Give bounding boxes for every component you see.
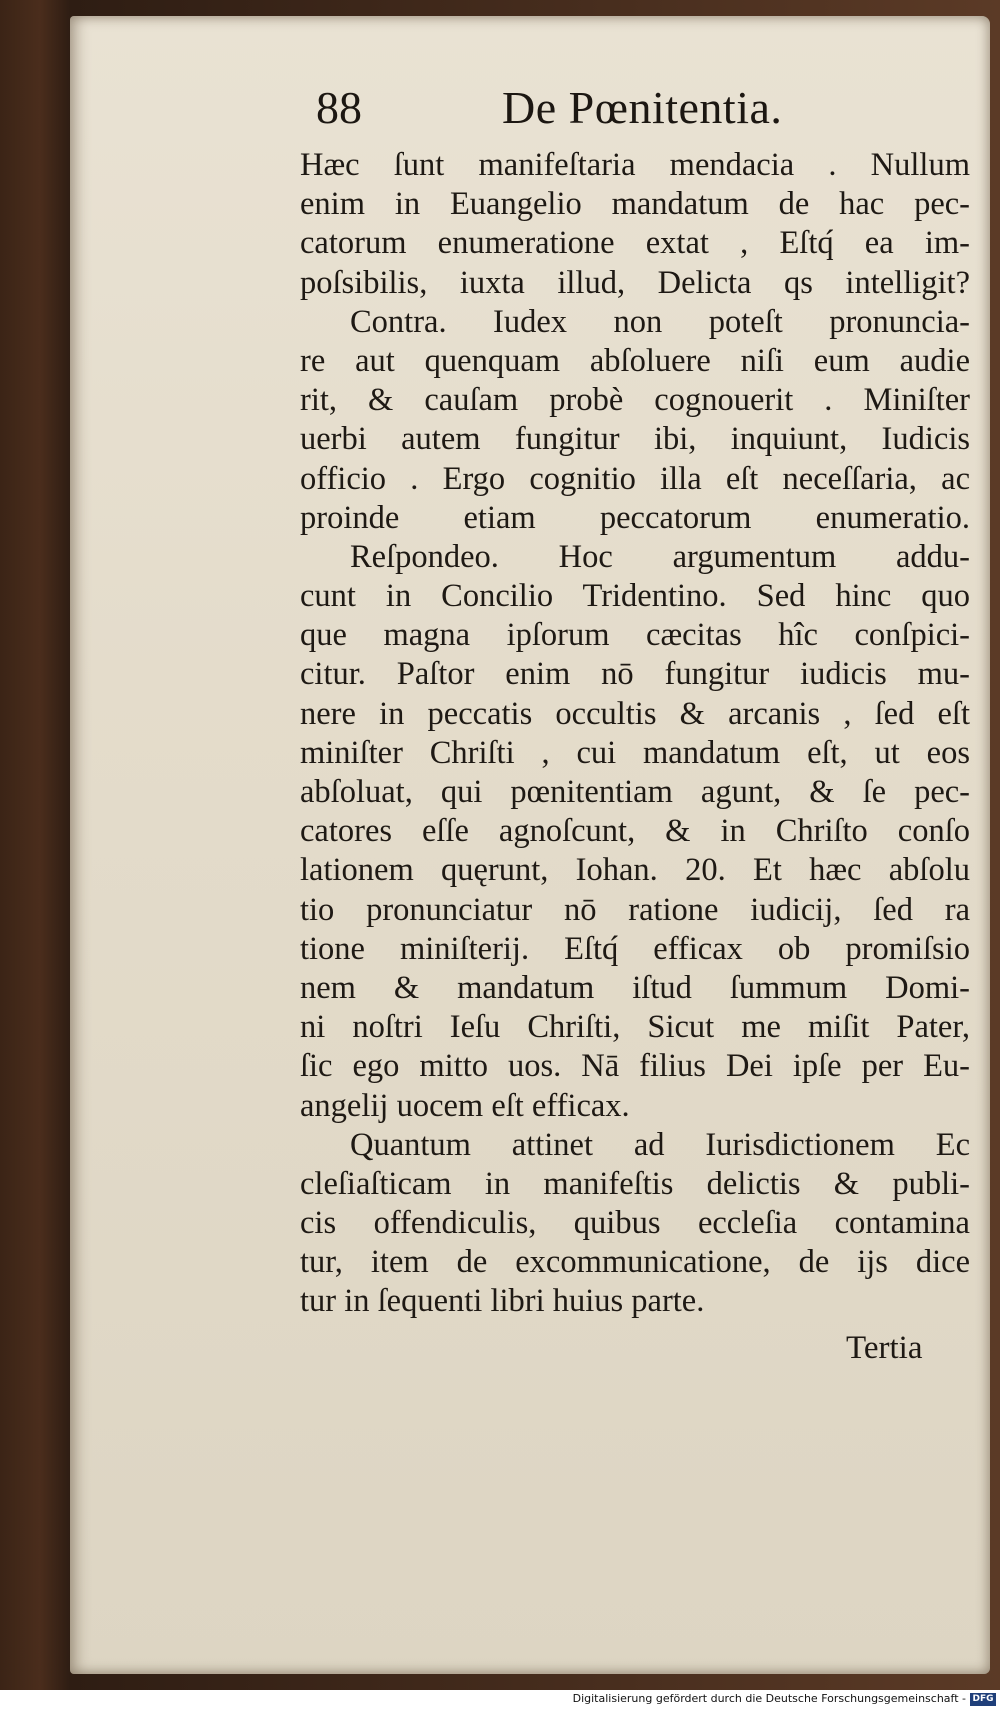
text-line: catorum enumeratione extat , Eſtq́ ea im- <box>300 225 970 262</box>
funding-credit: Digitalisierung gefördert durch die Deutsche Forschungsgemeinschaft - <box>572 1692 966 1705</box>
running-title: De Pœnitentia. <box>502 82 783 133</box>
text-line: miniſter Chriſti , cui mandatum eſt, ut eos <box>300 734 970 771</box>
body-text <box>300 146 970 1322</box>
text-line: tione miniſterij. Eſtq́ efficax ob promiſsio <box>300 930 970 967</box>
text-line: re aut quenquam abſoluere niſi eum audie <box>300 342 970 379</box>
text-line: ni noſtri Ieſu Chriſti, Sicut me miſit Pater, <box>300 1009 970 1046</box>
text-line: enim in Euangelio mandatum de hac pec- <box>300 186 970 223</box>
page-number: 88 <box>316 82 362 133</box>
text-line: tur in ſequenti libri huius parte. <box>300 1283 705 1320</box>
text-line: lationem quęrunt, Iohan. 20. Et hæc abſolu <box>300 852 970 889</box>
text-line: que magna ipſorum cæcitas hîc conſpici- <box>300 617 970 654</box>
page-header <box>316 78 836 148</box>
text-line: tio pronunciatur nō ratione iudicij, ſed ra <box>300 891 970 928</box>
text-line: Quantum attinet ad Iurisdictionem Ec <box>350 1126 970 1163</box>
text-line: Hæc ſunt manifeſtaria mendacia . Nullum <box>300 147 970 183</box>
text-line: officio . Ergo cognitio illa eſt neceſſaria, ac <box>300 460 970 497</box>
text-line: Contra. Iudex non poteſt pronuncia- <box>350 303 970 340</box>
dfg-logo-icon: DFG <box>970 1693 996 1706</box>
text-line: rit, & cauſam probè cognouerit . Miniſter <box>300 382 970 419</box>
text-line: poſsibilis, iuxta illud, Delicta qs intelligit? <box>300 264 970 301</box>
text-line: tur, item de excommunicatione, de ijs dice <box>300 1244 970 1281</box>
text-line: uerbi autem fungitur ibi, inquiunt, Iudicis <box>300 421 970 458</box>
text-line: proinde etiam peccatorum enumeratio. <box>300 499 970 536</box>
text-line: ſic ego mitto uos. Nā filius Dei ipſe per Eu- <box>300 1048 970 1085</box>
text-line: citur. Paſtor enim nō fungitur iudicis mu- <box>300 656 970 693</box>
text-line: cleſiaſticam in manifeſtis delictis & publi- <box>300 1165 970 1202</box>
text-line: cis offendiculis, quibus eccleſia contamina <box>300 1205 970 1242</box>
text-line: catores eſſe agnoſcunt, & in Chriſto conſo <box>300 813 970 850</box>
text-line: nere in peccatis occultis & arcanis , ſed eſt <box>300 695 970 732</box>
text-line: nem & mandatum iſtud ſummum Domi- <box>300 969 970 1006</box>
footer-bar <box>0 1690 1000 1710</box>
catchword: Tertia <box>846 1330 923 1366</box>
text-line: Reſpondeo. Hoc argumentum addu- <box>350 538 970 575</box>
text-line: cunt in Concilio Tridentino. Sed hinc quo <box>300 578 970 615</box>
text-line: abſoluat, qui pœnitentiam agunt, & ſe pec- <box>300 774 970 810</box>
text-line: angelij uocem eſt efficax. <box>300 1087 630 1124</box>
